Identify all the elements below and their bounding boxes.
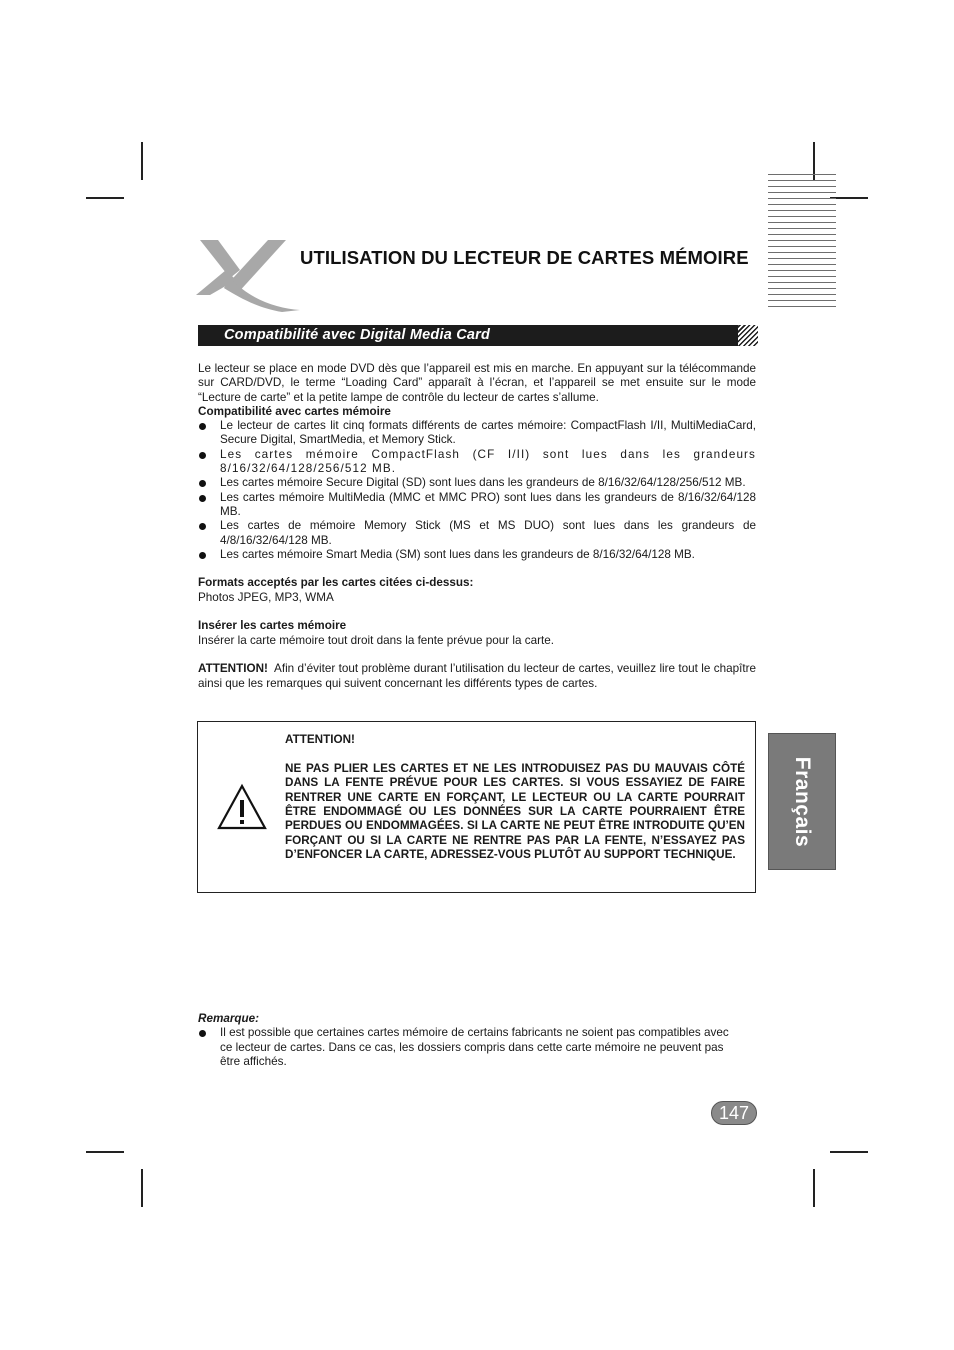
compat-list: [198, 419, 756, 562]
language-tab-label: Français: [791, 756, 814, 848]
formats-heading: Formats acceptés par les cartes citées ci-dessus:: [198, 576, 474, 590]
crop-mark: [141, 1169, 143, 1207]
formats-text: Photos JPEG, MP3, WMA: [198, 590, 334, 604]
crop-mark: [813, 1169, 815, 1207]
list-item: Le lecteur de cartes lit cinq formats différents de cartes mémoire: CompactFlash I/II, MultiMediaCard, Secure Digital, SmartMedia, et Memory Stick.: [198, 419, 756, 448]
crop-mark: [86, 197, 124, 199]
insert-heading: Insérer les cartes mémoire: [198, 619, 347, 633]
bullet-icon: [199, 495, 206, 502]
remark-list: [198, 1026, 738, 1069]
list-item: Les cartes mémoire CompactFlash (CF I/II) sont lues dans les grandeurs 8/16/32/64/128/256/512 MB.: [198, 448, 756, 477]
attention-paragraph: [198, 662, 756, 691]
section-bar-hatch: [734, 325, 758, 346]
section-title: Compatibilité avec Digital Media Card: [224, 327, 491, 343]
attention-label: ATTENTION!: [198, 662, 268, 676]
decorative-stripes: [768, 174, 836, 312]
bullet-icon: [199, 423, 206, 430]
list-item: Il est possible que certaines cartes mémoire de certains fabricants ne soient pas compatibles avec ce lecteur de cartes. Dans ce cas, les dossiers compris dans cette carte mémoire ne peuvent pas être affichés.: [198, 1026, 738, 1069]
bullet-icon: [199, 552, 206, 559]
compat-heading: Compatibilité avec cartes mémoire: [198, 404, 391, 418]
warning-text: NE PAS PLIER LES CARTES ET NE LES INTRODUISEZ PAS DU MAUVAIS CÔTÉ DANS LA FENTE PRÉVUE POUR LES CARTES. SI VOUS ESSAYIEZ DE FAIRE RENTRER UNE CARTE EN FORÇANT, LE LECTEUR OU LA CARTE POURRAIT ÊTRE ENDOMMAGÉ OU LES DONNÉES SUR LA CARTE POURRAIENT ÊTRE PERDUES OU ENDOMMAGÉES. SI LA CARTE NE PEUT ÊTRE INTRODUITE QU’EN FORÇANT OU SI LA CARTE NE RENTRE PAS PAR LA FENTE, N’ESSAYEZ PAS D’ENFONCER LA CARTE, ADRESSEZ-VOUS PLUTÔT AU SUPPORT TECHNIQUE.: [285, 761, 745, 862]
bullet-icon: [199, 1030, 206, 1037]
crop-mark: [141, 142, 143, 180]
bullet-icon: [199, 452, 206, 459]
page-title: UTILISATION DU LECTEUR DE CARTES MÉMOIRE: [300, 247, 749, 268]
crop-mark: [86, 1151, 124, 1153]
remark-title: Remarque:: [198, 1012, 260, 1025]
main-content: [198, 362, 756, 691]
bullet-icon: [199, 480, 206, 487]
list-item: Les cartes mémoire MultiMedia (MMC et MMC PRO) sont lues dans les grandeurs de 8/16/32/64/128 MB.: [198, 491, 756, 520]
crop-mark: [830, 1151, 868, 1153]
list-item: Les cartes mémoire Secure Digital (SD) sont lues dans les grandeurs de 8/16/32/64/128/256/512 MB.: [198, 476, 756, 490]
bullet-icon: [199, 523, 206, 530]
x-logo-icon: [196, 240, 306, 312]
warning-text-block: [285, 733, 745, 863]
list-item: Les cartes de mémoire Memory Stick (MS et MS DUO) sont lues dans les grandeurs de 4/8/16/32/64/128 MB.: [198, 519, 756, 548]
insert-text: Insérer la carte mémoire tout droit dans la fente prévue pour la carte.: [198, 633, 555, 647]
warning-title: ATTENTION!: [285, 733, 355, 746]
list-item: Les cartes mémoire Smart Media (SM) sont lues dans les grandeurs de 8/16/32/64/128 MB.: [198, 548, 756, 562]
page-number: 147: [711, 1101, 757, 1125]
warning-triangle-icon: [216, 783, 268, 831]
remark-section: [198, 1012, 738, 1069]
intro-paragraph: Le lecteur se place en mode DVD dès que l’appareil est mis en marche. En appuyant sur la télécommande sur CARD/DVD, le terme “Loading Card” apparaît à l’écran, et l’appareil se met ensuite sur le mode “Lecture de carte” et la petite lampe de contrôle du lecteur de cartes s’allume.: [198, 362, 756, 404]
attention-text: Afin d’éviter tout problème durant l’utilisation du lecteur de cartes, veuillez lire tout le chapître ainsi que les remarques qui suivent concernant les différents types de cartes.: [198, 662, 756, 690]
